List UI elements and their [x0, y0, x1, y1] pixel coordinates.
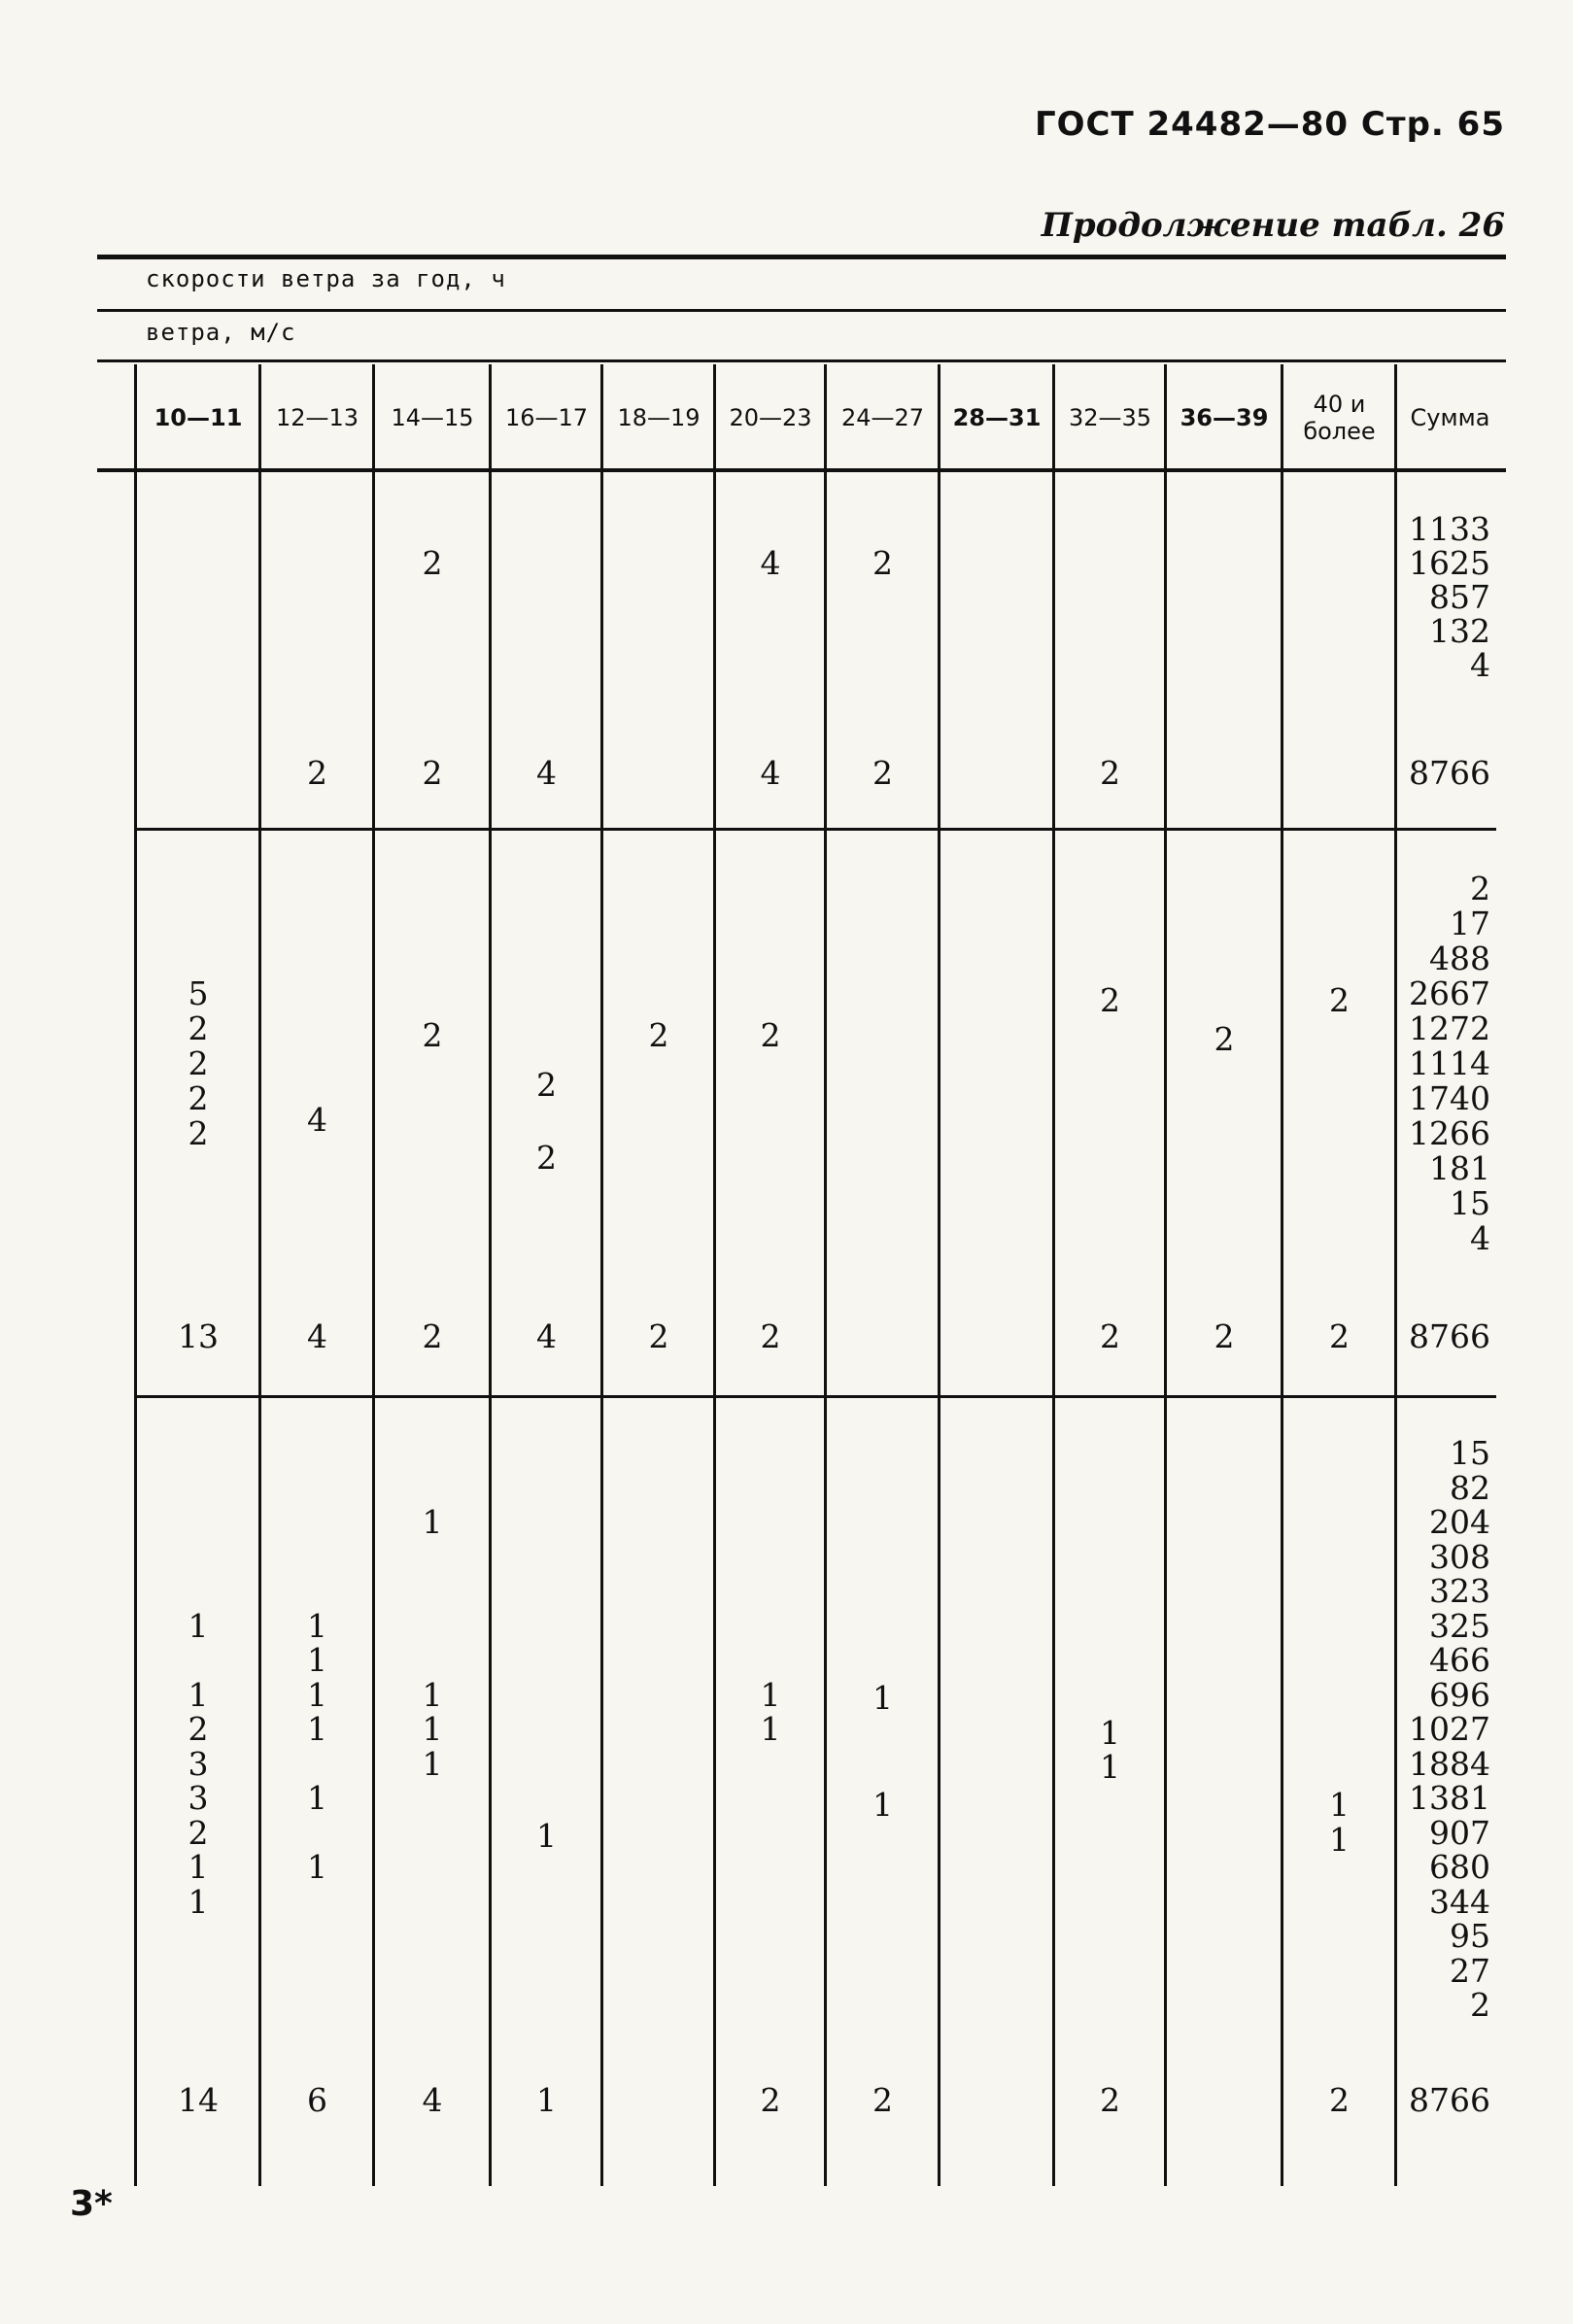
total-cell: 2: [307, 754, 327, 792]
total-cell: 2: [1100, 1317, 1120, 1355]
sum-value: 15: [1450, 1434, 1490, 1472]
top-rule: [97, 255, 1506, 259]
table-cell: 1: [188, 1882, 209, 1921]
sum-value: 2667: [1409, 974, 1490, 1012]
header-rule: [97, 359, 1506, 362]
table-cell: 1: [188, 1675, 209, 1714]
table-cell: 1: [1329, 1786, 1350, 1825]
column-divider: [489, 364, 492, 2186]
column-header: 24—27: [840, 404, 925, 431]
column-divider: [1164, 364, 1167, 2186]
sum-value: 204: [1429, 1503, 1490, 1541]
table-cell: 1: [1329, 1820, 1350, 1859]
sum-value: 344: [1429, 1882, 1490, 1921]
total-cell: 2: [760, 2081, 781, 2119]
total-cell: 2: [1100, 2081, 1120, 2119]
caption-speed: ветра, м/с: [146, 319, 296, 346]
sum-value: 17: [1450, 905, 1490, 942]
total-cell: 2: [648, 1317, 669, 1355]
table-cell: 1: [188, 1606, 209, 1645]
total-cell: 2: [1100, 754, 1120, 792]
sum-value: 95: [1450, 1917, 1490, 1955]
table-cell: 1: [1100, 1748, 1120, 1787]
sum-value: 82: [1450, 1468, 1490, 1507]
sum-value: 1381: [1409, 1779, 1490, 1817]
total-cell: 8766: [1409, 754, 1490, 792]
column-divider: [1281, 364, 1283, 2186]
total-cell: 2: [1214, 1317, 1235, 1355]
sum-value: 907: [1429, 1813, 1490, 1852]
table-cell: 2: [188, 1079, 209, 1117]
table-cell: 2: [188, 1044, 209, 1082]
table-cell: 2: [536, 1065, 557, 1104]
sum-value: 2: [1470, 870, 1490, 907]
table-cell: 2: [1214, 1019, 1235, 1058]
table-cell: 1: [307, 1779, 327, 1817]
sum-value: 1272: [1409, 1009, 1490, 1047]
total-cell: 2: [422, 1317, 443, 1355]
sum-value: 15: [1450, 1184, 1490, 1222]
total-cell: 4: [536, 754, 557, 792]
table-cell: 1: [422, 1744, 443, 1783]
table-cell: 1: [307, 1848, 327, 1886]
total-cell: 2: [760, 1317, 781, 1355]
table-continuation-title: Продолжение табл. 26: [1041, 206, 1505, 245]
sum-value: 1027: [1409, 1710, 1490, 1748]
table-cell: 1: [422, 1503, 443, 1541]
table-cell: 1: [1100, 1713, 1120, 1752]
sum-value: 2: [1470, 1986, 1490, 2024]
sum-value: 4: [1470, 1219, 1490, 1257]
total-cell: 2: [1329, 2081, 1350, 2119]
column-header: 10—11: [154, 404, 243, 431]
table-cell: 1: [872, 1679, 893, 1718]
column-header: 16—17: [504, 404, 589, 431]
table-cell: 2: [1100, 981, 1120, 1020]
section-rule: [136, 828, 1496, 831]
table-cell: 1: [422, 1710, 443, 1748]
sum-value: 325: [1429, 1606, 1490, 1645]
sum-value: 1266: [1409, 1114, 1490, 1152]
table-cell: 1: [536, 1817, 557, 1856]
caption-hours: скорости ветра за год, ч: [146, 265, 506, 292]
table-cell: 4: [760, 544, 781, 582]
table-cell: 2: [422, 544, 443, 582]
caption-rule: [97, 309, 1506, 312]
total-cell: 14: [178, 2081, 219, 2119]
table-cell: 2: [648, 1016, 669, 1055]
table-cell: 2: [760, 1016, 781, 1055]
column-divider: [600, 364, 603, 2186]
column-header: 14—15: [391, 404, 474, 431]
total-cell: 4: [536, 1317, 557, 1355]
total-cell: 6: [307, 2081, 327, 2119]
sum-value: 181: [1429, 1149, 1490, 1187]
table-cell: 1: [422, 1675, 443, 1714]
table-cell: 5: [188, 974, 209, 1012]
sum-value: 466: [1429, 1641, 1490, 1679]
total-cell: 13: [178, 1317, 219, 1355]
table-cell: 2: [188, 1114, 209, 1152]
table-cell: 2: [536, 1139, 557, 1178]
table-cell: 2: [188, 1009, 209, 1047]
total-cell: 2: [872, 754, 893, 792]
column-divider: [824, 364, 827, 2186]
sum-value: 696: [1429, 1675, 1490, 1714]
sum-value: 4: [1470, 646, 1490, 684]
sum-value: 132: [1429, 612, 1490, 650]
sum-value: 1625: [1409, 544, 1490, 582]
total-cell: 2: [872, 2081, 893, 2119]
sum-value: 488: [1429, 940, 1490, 977]
table-cell: 1: [872, 1786, 893, 1825]
column-header: 32—35: [1068, 404, 1152, 431]
total-cell: 4: [307, 1317, 327, 1355]
table-cell: 1: [307, 1675, 327, 1714]
table-cell: 1: [760, 1710, 781, 1748]
column-header: 28—31: [952, 404, 1042, 431]
table-cell: 3: [188, 1744, 209, 1783]
table-cell: 2: [188, 1710, 209, 1748]
table-cell: 4: [307, 1100, 327, 1139]
table-cell: 3: [188, 1779, 209, 1817]
sum-value: 1114: [1409, 1044, 1490, 1082]
column-divider: [713, 364, 716, 2186]
sum-value: 323: [1429, 1572, 1490, 1610]
header-bottom-rule: [97, 468, 1506, 472]
column-divider: [372, 364, 375, 2186]
total-cell: 1: [536, 2081, 557, 2119]
page-header: ГОСТ 24482—80 Стр. 65: [1034, 105, 1505, 144]
table-cell: 2: [872, 544, 893, 582]
column-header: 36—39: [1180, 404, 1269, 431]
sum-value: 27: [1450, 1951, 1490, 1990]
sum-value: 680: [1429, 1848, 1490, 1886]
column-header: 18—19: [617, 404, 701, 431]
column-divider: [938, 364, 940, 2186]
column-header: 12—13: [275, 404, 359, 431]
section-rule: [136, 1395, 1496, 1398]
column-divider: [1052, 364, 1055, 2186]
total-cell: 4: [760, 754, 781, 792]
column-header: Сумма: [1410, 404, 1490, 431]
sum-value: 857: [1429, 578, 1490, 616]
total-cell: 8766: [1409, 2081, 1490, 2119]
sum-value: 1133: [1409, 510, 1490, 548]
table-cell: 1: [760, 1675, 781, 1714]
total-cell: 2: [422, 754, 443, 792]
sum-value: 1884: [1409, 1744, 1490, 1783]
table-cell: 1: [307, 1606, 327, 1645]
table-cell: 2: [188, 1813, 209, 1852]
total-cell: 8766: [1409, 1317, 1490, 1355]
table-cell: 1: [307, 1710, 327, 1748]
column-header: 20—23: [729, 404, 812, 431]
sum-value: 308: [1429, 1537, 1490, 1576]
signature-mark: 3*: [70, 2184, 113, 2224]
table-cell: 2: [1329, 981, 1350, 1020]
table-cell: 1: [188, 1848, 209, 1886]
table-cell: 2: [422, 1016, 443, 1055]
sum-value: 1740: [1409, 1079, 1490, 1117]
total-cell: 2: [1329, 1317, 1350, 1355]
table-cell: 1: [307, 1641, 327, 1679]
column-header: 40 и более: [1303, 391, 1376, 445]
total-cell: 4: [422, 2081, 443, 2119]
